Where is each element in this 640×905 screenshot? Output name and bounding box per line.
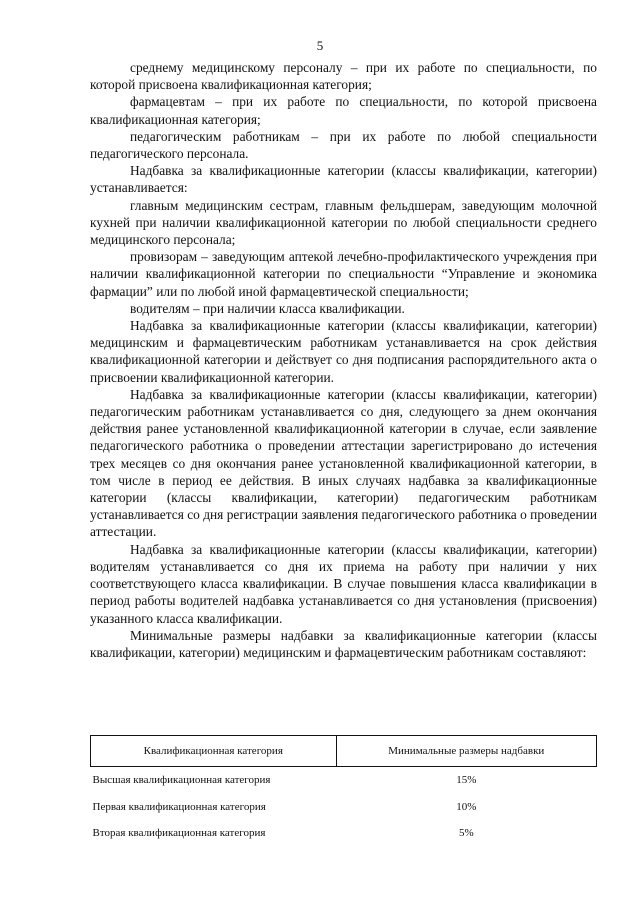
- paragraph-drivers: водителям – при наличии класса квалификации.: [130, 300, 405, 316]
- paragraph-bonus-intro: Надбавка за квалификационные категории (классы квалификации, категории) устанавливается:: [90, 163, 597, 196]
- table-row: [91, 820, 597, 847]
- row-bonus-value: 15%: [456, 774, 477, 787]
- paragraph-head-nurses: главным медицинским сестрам, главным фельдшерам, заведующим молочной кухней при наличии квалификационной категории по любой специальности среднего медицинского персонала;: [90, 197, 597, 248]
- bonus-rates-table: [90, 735, 597, 847]
- document-body: [90, 59, 597, 661]
- table-row: [91, 767, 597, 794]
- row-bonus-value: 10%: [456, 800, 477, 813]
- row-category: Первая квалификационная категория: [92, 800, 266, 813]
- table-header-row: [91, 736, 597, 767]
- table-row: [91, 794, 597, 821]
- row-bonus-value: 5%: [458, 827, 474, 840]
- paragraph-pharmacy-heads: провизорам – заведующим аптекой лечебно-профилактического учреждения при наличии квалификационной категории по специальности “Управление и экономика фармации” или по любой иной фармацевтической специальности;: [90, 249, 597, 299]
- paragraph-teachers: педагогическим работникам – при их работе по любой специальности педагогического персонала.: [90, 128, 597, 162]
- paragraph-pharmacists: фармацевтам – при их работе по специальности, по которой присвоена квалификационная категория;: [90, 94, 597, 127]
- paragraph-driver-term: Надбавка за квалификационные категории (классы квалификации, категории) водителям устанавливается со дня их приема на работу при наличии у них соответствующего класса квалификации. В случае повышения класса квалификации в период работы водителей надбавка устанавливается со дня установления (присвоения) указанного класса квалификации.: [90, 541, 597, 626]
- row-category: Высшая квалификационная категория: [92, 774, 271, 787]
- paragraph-medical-staff: среднему медицинскому персоналу – при их работе по специальности, по которой присвоена квалификационная категория;: [90, 60, 597, 93]
- paragraph-minimum-rates: Минимальные размеры надбавки за квалификационные категории (классы квалификации, категории) медицинским и фармацевтическим работникам составляют:: [90, 627, 597, 660]
- header-category: Квалификационная категория: [91, 736, 337, 767]
- paragraph-teacher-term: Надбавка за квалификационные категории (классы квалификации, категории) педагогическим работникам устанавливается со дня, следующего за днем окончания действия ранее установленной квалификационной категории в случае, если заявление педагогического работника о проведении аттестации зарегистрировано до истечения трех месяцев со дня окончания ранее установленной квалификационной категории, в том числе в период ее действия. В иных случаях надбавка за квалификационные категории (классы квалификации, категории) педагогическим работникам устанавливается со дня регистрации заявления педагогического работника о проведении аттестации.: [90, 386, 597, 540]
- row-category: Вторая квалификационная категория: [92, 827, 266, 840]
- paragraph-medical-term: Надбавка за квалификационные категории (классы квалификации, категории) медицинским и фармацевтическим работникам устанавливается на срок действия квалификационной категории и действует со дня подписания распорядительного акта о присвоении квалификационной категории.: [90, 318, 597, 385]
- header-minimum-bonus: Минимальные размеры надбавки: [336, 736, 596, 767]
- page-number: 5: [316, 38, 324, 53]
